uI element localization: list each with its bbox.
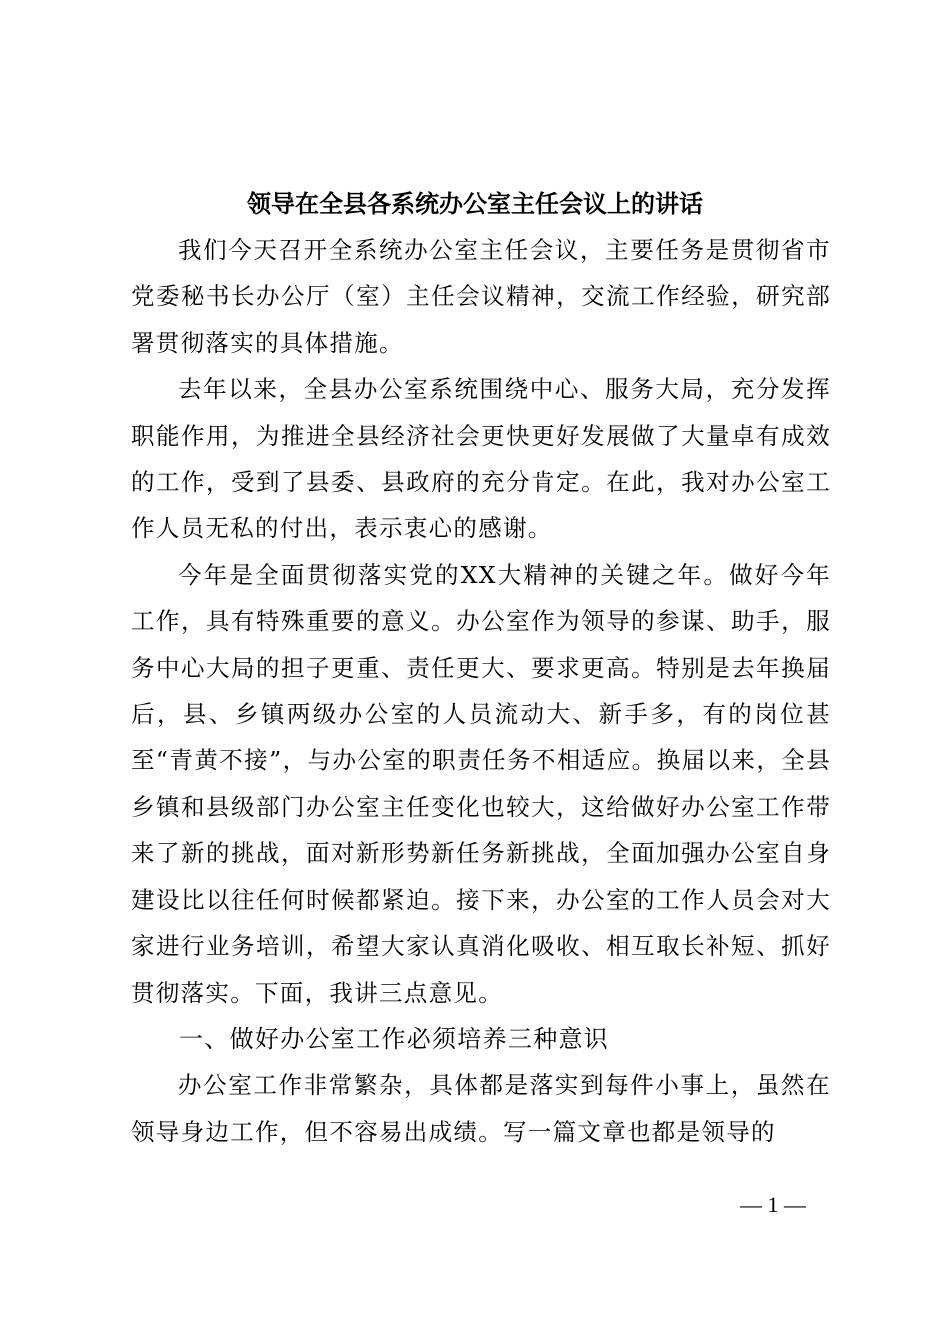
document-body xyxy=(131,227,831,1155)
page-number: — 1 — xyxy=(740,1192,806,1217)
paragraph-section-one: 办公室工作非常繁杂，具体都是落实到每件小事上，虽然在领导身边工作，但不容易出成绩。写一篇文章也都是领导的 xyxy=(131,1071,831,1146)
paragraph-review: 去年以来，全县办公室系统围绕中心、服务大局，充分发挥职能作用，为推进全县经济社会更快更好发展做了大量卓有成效的工作，受到了县委、县政府的充分肯定。在此，我对办公室工作人员无私的付出，表示衷心的感谢。 xyxy=(131,375,831,543)
document-title: 领导在全县各系统办公室主任会议上的讲话 xyxy=(247,189,703,218)
section-heading-one: 一、做好办公室工作必须培养三种意识 xyxy=(179,1024,610,1053)
paragraph-intro: 我们今天召开全系统办公室主任会议，主要任务是贯彻省市党委秘书长办公厅（室）主任会议精神，交流工作经验，研究部署贯彻落实的具体措施。 xyxy=(131,236,831,357)
paragraph-current-year: 今年是全面贯彻落实党的XX大精神的关键之年。做好今年工作，具有特殊重要的意义。办公室作为领导的参谋、助手，服务中心大局的担子更重、责任更大、要求更高。特别是去年换届后，县、乡镇两级办公室的人员流动大、新手多，有的岗位甚至“青黄不接”，与办公室的职责任务不相适应。换届以来，全县乡镇和县级部门办公室主任变化也较大，这给做好办公室工作带来了新的挑战，面对新形势新任务新挑战，全面加强办公室自身建设比以往任何时候都紧迫。接下来，办公室的工作人员会对大家进行业务培训，希望大家认真消化吸收、相互取长补短、抓好贯彻落实。下面，我讲三点意见。 xyxy=(131,560,831,1007)
